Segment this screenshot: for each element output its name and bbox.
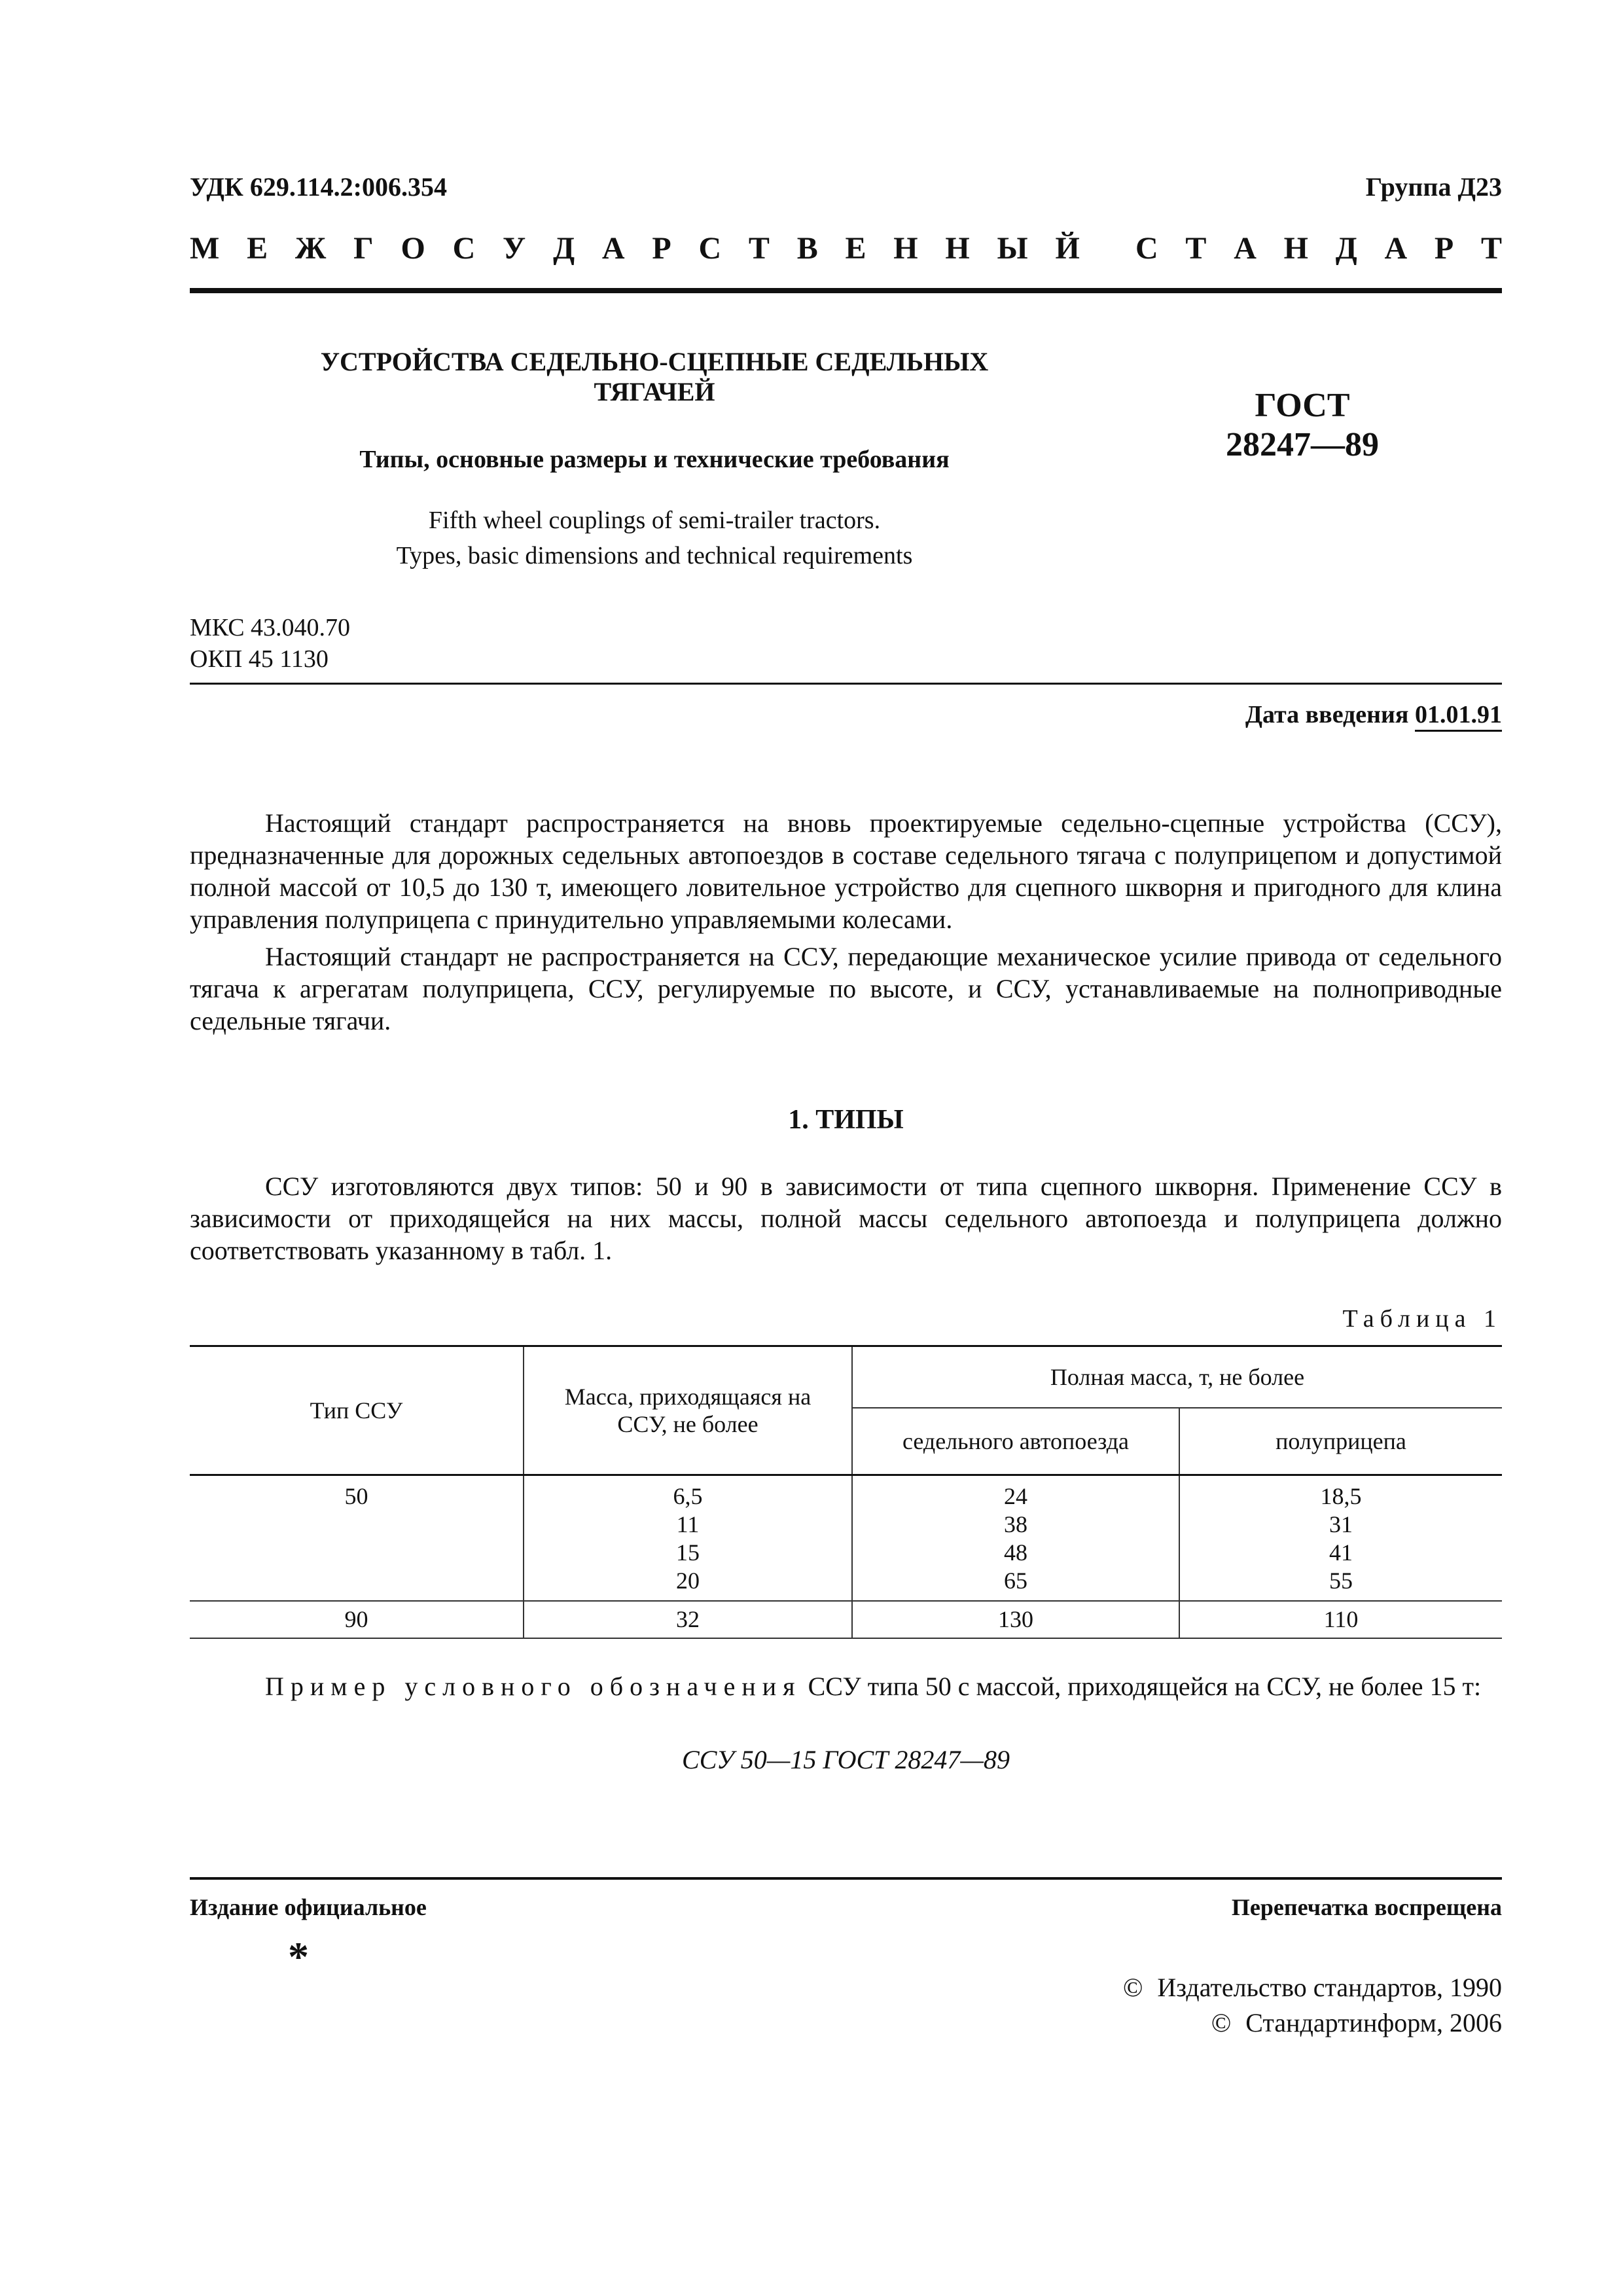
codes-rule (190, 683, 1502, 685)
banner-letter: Ы (997, 231, 1028, 266)
title-en-line2: Types, basic dimensions and technical requirements (396, 542, 913, 569)
section-text (190, 1170, 1502, 1272)
cell-value: 110 (1323, 1606, 1359, 1632)
banner-letter: Е (247, 231, 268, 266)
gost-designation (1191, 386, 1414, 465)
table-row (190, 1475, 1502, 1602)
banner-letter: М (190, 231, 220, 266)
cell-mass (524, 1601, 852, 1638)
cell-type: 90 (190, 1601, 524, 1638)
gost-number: 28247—89 (1226, 426, 1379, 463)
intro-paragraph-2: Настоящий стандарт не распространяется на ССУ, передающие механическое усилие привода от седельного тягача к агрегатам полуприцепа, ССУ, регулируемые по высоте, и ССУ, устанавливаемые на полноприводные седельные тягачи. (190, 942, 1502, 1035)
cell-trailer (1179, 1475, 1502, 1602)
subtitle-ru: Типы, основные размеры и технические требования (359, 446, 950, 473)
table-row (190, 1601, 1502, 1638)
copyright-icon: © (1211, 2008, 1232, 2037)
cell-value: 41 (1329, 1539, 1353, 1566)
header-full-mass: Полная масса, т, не более (852, 1346, 1502, 1408)
banner-letter: А (1384, 231, 1408, 266)
intro-paragraph-1: Настоящий стандарт распространяется на вновь проектируемые седельно-сцепные устройства (ССУ), предназначенные для дорожных седельных автопоездов в составе седельного тягача с полуприцепом и допустимой полной массой от 10,5 до 130 т, имеющего ловительное устройство для сцепного шкворня и пригодного для клина управления полуприцепа с принудительно управляемыми колесами. (190, 808, 1502, 934)
footer-rule (190, 1877, 1502, 1880)
date-value: 01.01.91 (1415, 701, 1502, 732)
okp-code: ОКП 45 1130 (190, 645, 329, 673)
banner-letter: Н (893, 231, 918, 266)
header-train: седельного автопоезда (852, 1408, 1179, 1475)
date-label: Дата введения (1245, 701, 1409, 728)
cell-value: 20 (676, 1568, 700, 1594)
mks-code: МКС 43.040.70 (190, 614, 351, 641)
cell-mass (524, 1475, 852, 1602)
table-body (190, 1475, 1502, 1639)
banner-letter: Г (353, 231, 374, 266)
gost-label: ГОСТ (1255, 387, 1350, 424)
title-en (301, 503, 1008, 573)
title-ru-line1: УСТРОЙСТВА СЕДЕЛЬНО-СЦЕПНЫЕ СЕДЕЛЬНЫХ (320, 347, 989, 376)
reprint-prohibited: Перепечатка воспрещена (1231, 1894, 1502, 1920)
banner-letter: Е (845, 231, 866, 266)
banner-letter: Т (1480, 231, 1502, 266)
official-edition: Издание официальное (190, 1894, 427, 1920)
banner-letter: Р (652, 231, 671, 266)
section-title: 1. ТИПЫ (788, 1105, 904, 1135)
header-mass-line2: ССУ, не более (617, 1411, 758, 1437)
classification-codes (190, 612, 350, 675)
intro-text (190, 807, 1502, 1042)
cell-value: 11 (676, 1511, 700, 1537)
banner-letter: С (698, 231, 722, 266)
cell-value: 32 (676, 1606, 700, 1632)
cell-train (852, 1475, 1179, 1602)
cell-value: 65 (1004, 1568, 1027, 1594)
banner-letter: Т (748, 231, 770, 266)
banner-letter: Р (1434, 231, 1454, 266)
copyright-line-1 (1123, 1970, 1502, 2005)
banner-word-standard (1135, 230, 1502, 266)
cell-value: 24 (1004, 1483, 1027, 1509)
table-caption: Таблица 1 (1342, 1305, 1502, 1333)
cell-value: 55 (1329, 1568, 1353, 1594)
header-mass (524, 1346, 852, 1475)
banner-letter: Н (1283, 231, 1308, 266)
title-en-line1: Fifth wheel couplings of semi-trailer tractors. (428, 507, 881, 534)
section-paragraph-1: ССУ изготовляются двух типов: 50 и 90 в зависимости от типа сцепного шкворня. Применение ССУ в зависимости от приходящейся на них массы, полной массы седельного автопоезда и полуприцепа должно соответствовать указанному в табл. 1. (190, 1172, 1502, 1265)
cell-value: 48 (1004, 1539, 1027, 1566)
copyright-text-1: Издательство стандартов, 1990 (1157, 1973, 1502, 2002)
introduction-date (1245, 700, 1502, 729)
cell-value: 31 (1329, 1511, 1353, 1537)
banner-letter: Д (1335, 231, 1357, 266)
banner-letter: А (601, 231, 625, 266)
header-trailer: полуприцепа (1179, 1408, 1502, 1475)
copyright-icon: © (1122, 1973, 1143, 2002)
cell-value: 15 (676, 1539, 700, 1566)
document-page (190, 0, 1502, 2296)
banner-letter: Ж (294, 231, 327, 266)
header-rule (190, 288, 1502, 293)
copyright-line-2 (1123, 2005, 1502, 2041)
banner-letter: С (452, 231, 476, 266)
cell-trailer (1179, 1601, 1502, 1638)
header-mass-line1: Масса, приходящаяся на (564, 1384, 812, 1410)
example-text (190, 1670, 1502, 1703)
title-block (301, 347, 1008, 573)
example-designation: ССУ 50—15 ГОСТ 28247—89 (682, 1745, 1010, 1774)
banner-letter: О (401, 231, 425, 266)
header-type: Тип ССУ (190, 1346, 524, 1475)
banner-letter: А (1234, 231, 1257, 266)
cell-value: 18,5 (1320, 1483, 1362, 1509)
banner-letter: Д (553, 231, 575, 266)
cell-train (852, 1601, 1179, 1638)
banner-letter: Й (1055, 231, 1080, 266)
group-code: Группа Д23 (1365, 172, 1502, 202)
cell-value: 130 (998, 1606, 1033, 1632)
copyright-text-2: Стандартинформ, 2006 (1245, 2008, 1502, 2037)
cell-value: 6,5 (673, 1483, 703, 1509)
banner-letter: С (1135, 231, 1158, 266)
udk-code: УДК 629.114.2:006.354 (190, 172, 447, 202)
cell-type: 50 (190, 1475, 524, 1602)
example-rest: ССУ типа 50 с массой, приходящейся на ССУ, не более 15 т: (801, 1672, 1482, 1701)
banner-word-interstate (190, 230, 1080, 266)
table-1 (190, 1345, 1502, 1639)
star-mark: * (288, 1933, 309, 1980)
banner-letter: У (503, 231, 526, 266)
copyright-block (1123, 1970, 1502, 2041)
banner-letter: В (796, 231, 818, 266)
banner-letter: Н (945, 231, 970, 266)
banner-letter: Т (1185, 231, 1207, 266)
standard-banner (190, 230, 1502, 266)
cell-value: 38 (1004, 1511, 1027, 1537)
title-ru-line2: ТЯГАЧЕЙ (594, 377, 715, 406)
example-label: Пример условного обозначения (265, 1672, 802, 1701)
